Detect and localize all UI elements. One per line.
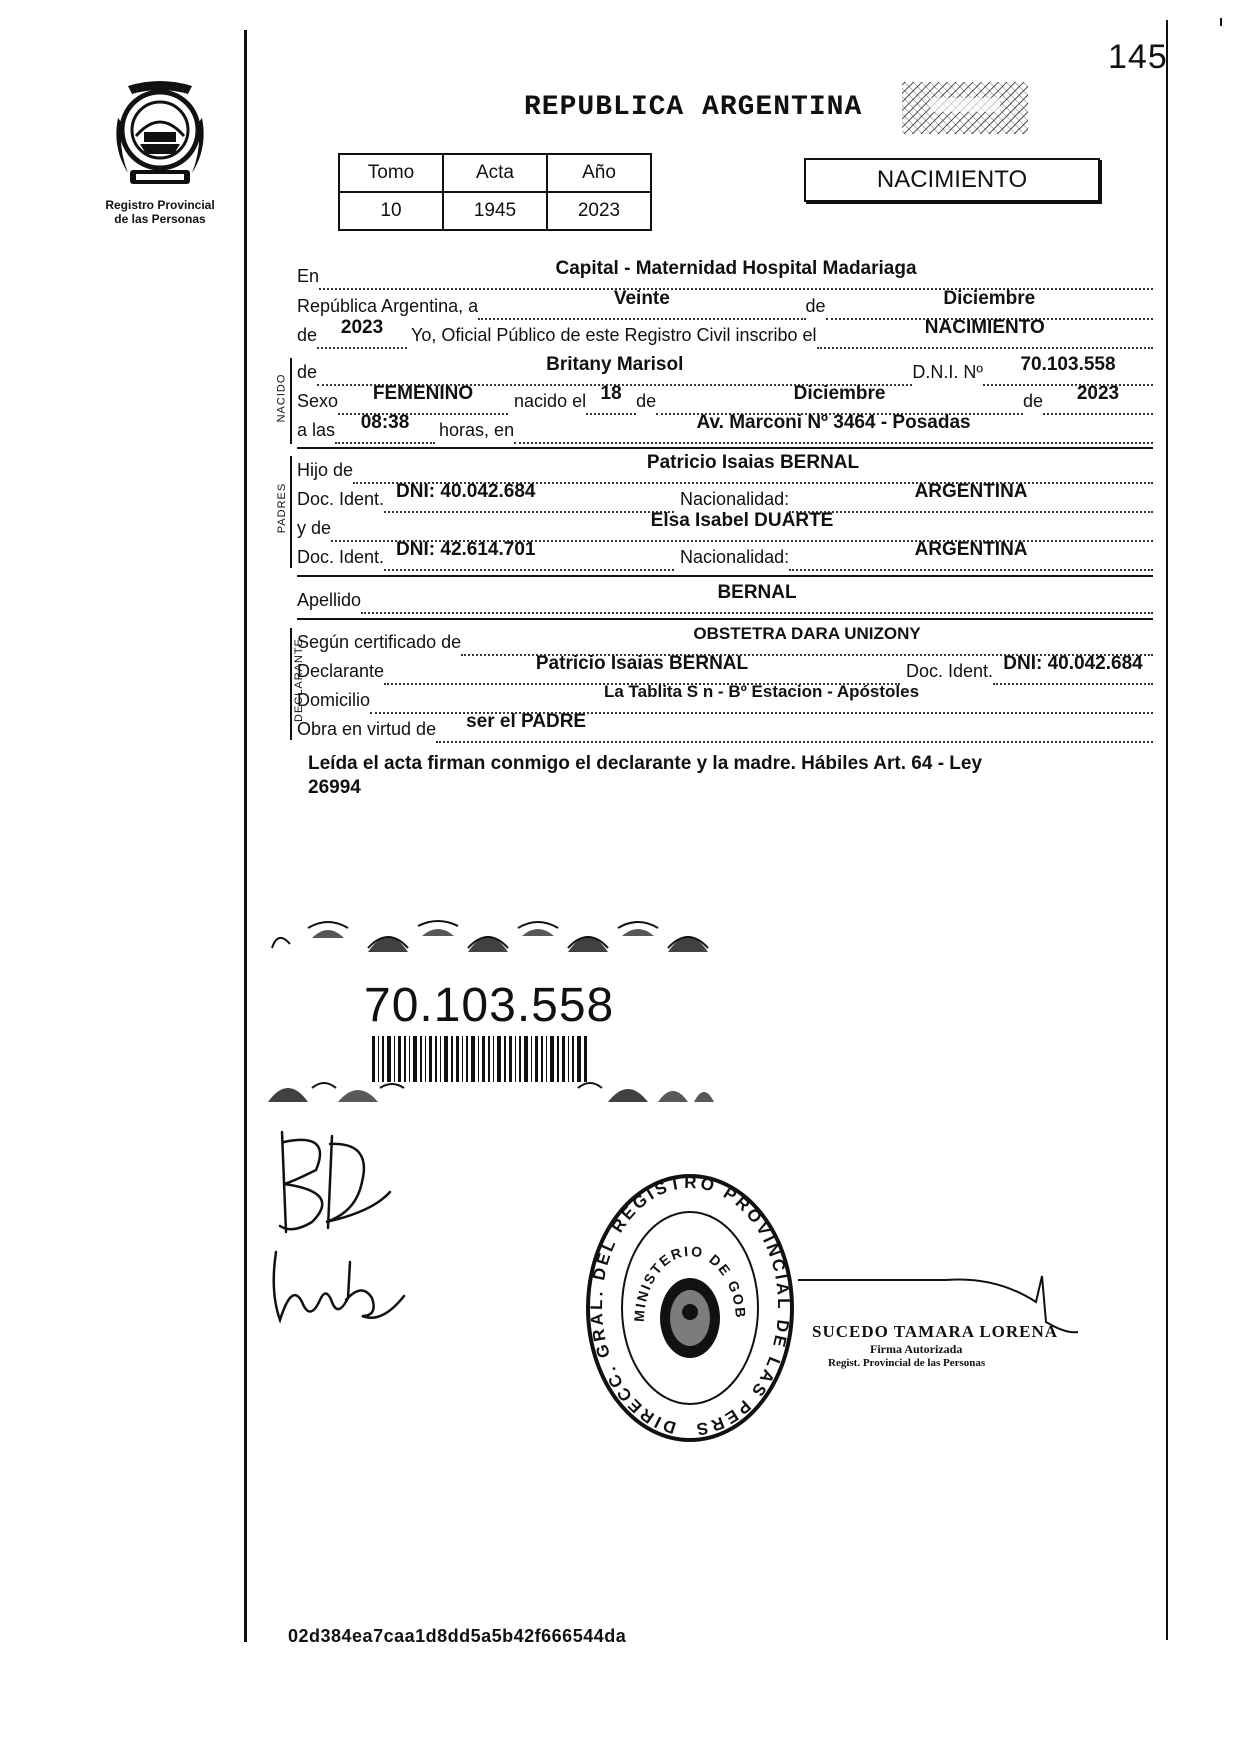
mother-nat-field (789, 539, 1153, 571)
official-role: Firma Autorizada (870, 1342, 963, 1356)
acta-header-tomo: Tomo (339, 154, 443, 192)
page-title: REPUBLICA ARGENTINA (524, 92, 863, 123)
row-father (297, 452, 1153, 484)
certificado-field (461, 624, 1153, 656)
address-value: Av. Marconi Nº 3464 - Posadas (696, 412, 971, 433)
a-las-label: a las (297, 420, 336, 440)
day-value: Veinte (613, 288, 670, 309)
document-type-box: NACIMIENTO (804, 158, 1100, 202)
row-place (297, 258, 1153, 290)
apellido-value: BERNAL (717, 582, 797, 603)
name-value: Britany Marisol (546, 354, 684, 375)
row-date (297, 288, 1153, 320)
security-pattern-bottom (268, 1064, 714, 1104)
row-sex-birth (297, 383, 1153, 415)
security-pattern-top (268, 908, 714, 954)
declarante-section-label-wrap (257, 638, 305, 722)
en-label: En (297, 266, 320, 286)
sexo-label: Sexo (297, 391, 339, 411)
declarante-doc-value: DNI: 40.042.684 (1003, 653, 1143, 674)
event-field (817, 317, 1153, 349)
padres-section-bar (290, 456, 292, 568)
acta-value-anio: 2023 (547, 192, 651, 230)
mother-name-field (331, 510, 1153, 542)
apellido-label: Apellido (297, 590, 362, 610)
place-value: Capital - Maternidad Hospital Madariaga (555, 258, 917, 279)
father-doc-label: Doc. Ident. (297, 489, 385, 509)
month-field (826, 288, 1153, 320)
left-margin-line (244, 30, 247, 1642)
father-name-field (353, 452, 1153, 484)
horas-label: horas, en (439, 420, 515, 440)
acta-header-acta: Acta (443, 154, 547, 192)
father-nat-label: Nacionalidad: (680, 489, 790, 509)
closing-line-2: 26994 (308, 777, 361, 798)
birth-month-value: Diciembre (793, 383, 886, 404)
certificado-label: Según certificado de (297, 632, 462, 652)
row-name (297, 354, 1153, 386)
declarante-field (384, 653, 900, 685)
birth-month-field (656, 383, 1023, 415)
apellido-field (361, 582, 1153, 614)
mother-doc-label: Doc. Ident. (297, 547, 385, 567)
republic-label: República Argentina, a (297, 296, 479, 316)
sexo-value: FEMENINO (372, 383, 474, 404)
organization-name-line2: de las Personas (114, 212, 206, 226)
right-margin-line (1166, 20, 1168, 1640)
page-number: 145 (1108, 38, 1168, 76)
nacido-section-label: NACIDO (275, 373, 288, 423)
mother-nat-label: Nacionalidad: (680, 547, 790, 567)
declarant-signature (262, 1122, 402, 1242)
obra-field (436, 711, 1153, 743)
dni-label: D.N.I. Nº (912, 362, 983, 382)
day-field (478, 288, 805, 320)
row-father-doc (297, 481, 1153, 513)
closing-line-1: Leída el acta firman conmigo el declarante y la madre. Hábiles Art. 64 - Ley (308, 753, 983, 774)
seal-emblem-icon (660, 1278, 720, 1358)
row-domicilio (297, 682, 1153, 714)
birth-year-value: 2023 (1076, 383, 1120, 404)
domicilio-value: La Tablita S n - Bº Estacion - Apóstoles (603, 682, 920, 701)
corner-mark (1220, 18, 1222, 26)
year-field (317, 317, 407, 349)
dni-value: 70.103.558 (1020, 354, 1116, 375)
seal-inner-text: MINISTERIO DE GOB (630, 1242, 750, 1323)
de-label: de (805, 296, 826, 316)
domicilio-field (370, 682, 1153, 714)
birth-de-label: de (636, 391, 657, 411)
declarante-value: Patricio Isaias BERNAL (535, 653, 749, 674)
hijo-de-label: Hijo de (297, 460, 354, 480)
father-doc-field (384, 481, 674, 513)
place-field (319, 258, 1153, 290)
year-value: 2023 (340, 317, 384, 338)
mother-name-value: Elsa Isabel DUARTE (650, 510, 834, 531)
obra-label: Obra en virtud de (297, 719, 437, 739)
separator-padres (297, 575, 1153, 577)
birth-day-value: 18 (600, 383, 622, 404)
row-time-place (297, 412, 1153, 444)
padres-section-label: PADRES (276, 482, 289, 534)
barcode-number: 70.103.558 (364, 979, 615, 1032)
acta-table (338, 153, 652, 231)
declarante-doc-field (993, 653, 1153, 685)
time-field (335, 412, 435, 444)
dni-field (983, 354, 1153, 386)
row-year (297, 317, 1153, 349)
mother-nat-value: ARGENTINA (914, 539, 1028, 560)
father-name-value: Patricio Isaias BERNAL (646, 452, 860, 473)
mother-doc-value: DNI: 42.614.701 (396, 539, 536, 560)
document-hash: 02d384ea7caa1d8dd5a5b42f666544da (288, 1626, 627, 1646)
address-field (514, 412, 1153, 444)
declarante-section-bar (290, 628, 292, 740)
father-nat-field (789, 481, 1153, 513)
row-apellido (297, 582, 1153, 614)
declarante-doc-label: Doc. Ident. (905, 661, 993, 681)
certificado-value: OBSTETRA DARA UNIZONY (693, 624, 921, 643)
statement-text: Yo, Oficial Público de este Registro Civil inscribo el (411, 325, 817, 345)
revenue-stamp (900, 78, 1030, 138)
sexo-field (338, 383, 508, 415)
year-prefix-label: de (297, 325, 318, 345)
month-value: Diciembre (943, 288, 1036, 309)
birth-de-label-2: de (1022, 391, 1043, 411)
nacido-section-label-wrap (257, 373, 288, 423)
seal-outer-text: DIRECC. GRAL. DEL REGISTRO PROVINCIAL DE LAS PERS (586, 1172, 794, 1440)
row-mother (297, 510, 1153, 542)
mother-doc-field (384, 539, 674, 571)
row-certificado (297, 624, 1153, 656)
acta-value-tomo: 10 (339, 192, 443, 230)
official-seal (584, 1172, 796, 1444)
official-block (812, 1322, 1072, 1369)
row-obra (297, 711, 1153, 743)
separator-apellido (297, 618, 1153, 620)
father-doc-value: DNI: 40.042.684 (396, 481, 536, 502)
y-de-label: y de (297, 518, 332, 538)
row-declarante (297, 653, 1153, 685)
padres-section-label-wrap (257, 482, 289, 534)
event-value: NACIMIENTO (924, 317, 1045, 338)
nacido-section-bar (290, 358, 292, 444)
nacido-el-label: nacido el (514, 391, 587, 411)
acta-header-anio: Año (547, 154, 651, 192)
time-value: 08:38 (360, 412, 410, 433)
name-field (317, 354, 912, 386)
birth-year-field (1043, 383, 1153, 415)
closing-statement (308, 752, 1148, 800)
obra-value: ser el PADRE (466, 711, 587, 732)
birth-day-field (586, 383, 636, 415)
name-de-label: de (297, 362, 318, 382)
separator-nacido (297, 447, 1153, 449)
father-nat-value: ARGENTINA (914, 481, 1028, 502)
organization-name (90, 198, 230, 226)
provincial-crest-logo (108, 78, 212, 190)
organization-name-line1: Registro Provincial (105, 198, 215, 212)
declarante-section-label: DECLARANTE (292, 638, 305, 722)
row-mother-doc (297, 539, 1153, 571)
official-name: SUCEDO TAMARA LORENA (812, 1322, 1059, 1341)
mother-signature (262, 1242, 412, 1332)
acta-value-acta: 1945 (443, 192, 547, 230)
declarante-label: Declarante (297, 661, 385, 681)
domicilio-label: Domicilio (297, 690, 371, 710)
official-office: Regist. Provincial de las Personas (828, 1357, 986, 1369)
